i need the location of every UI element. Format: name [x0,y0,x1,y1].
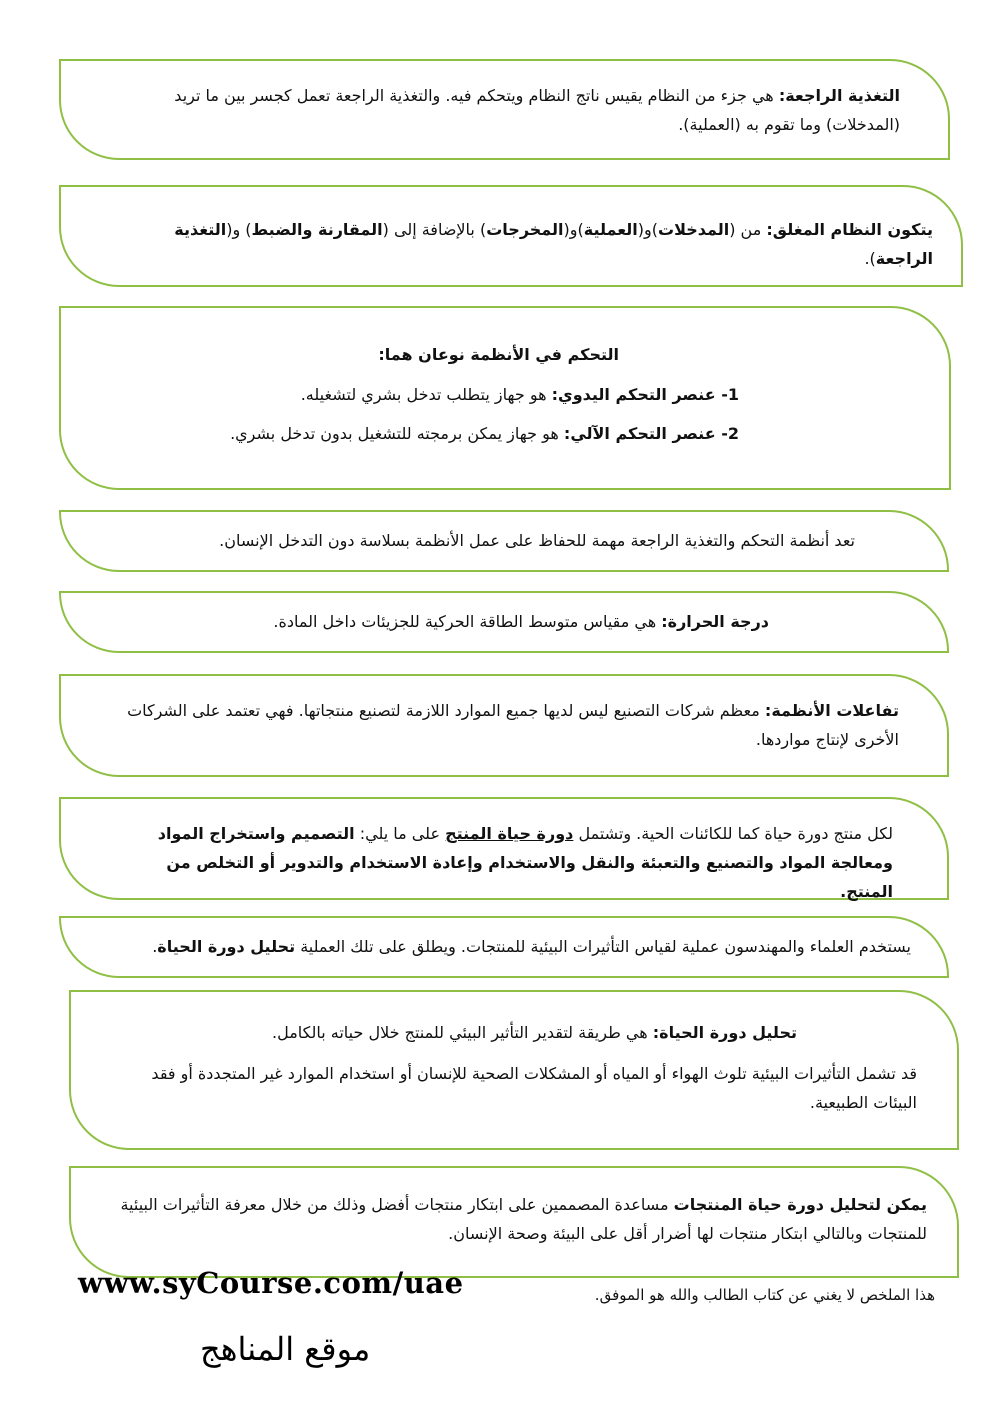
lca-process-box [59,916,949,978]
system-interactions-text: تفاعلات الأنظمة: معظم شركات التصنيع ليس لديها جميع الموارد اللازمة لتصنيع منتجاتها. فهي تعتمد على الشركات الأخرى لإنتاج مواردها. [127,701,899,749]
website-url[interactable]: www.syCourse.com/uae [78,1266,464,1300]
automatic-control-item: 2- عنصر التحكم الآلي: هو جهاز يمكن برمجته للتشغيل بدون تدخل بشري. [230,424,739,443]
control-types-heading: التحكم في الأنظمة نوعان هما: [378,345,619,364]
lca-process-text: يستخدم العلماء والمهندسون عملية لقياس التأثيرات البيئية للمنتجات. ويطلق على تلك العملية تحليل دورة الحياة. [152,937,911,956]
feedback-definition: التغذية الراجعة: هي جزء من النظام يقيس ناتج النظام ويتحكم فيه. والتغذية الراجعة تعمل كجسر بين ما تريد (المدخلات) وما تقوم به (العملية). [174,86,900,134]
product-lifecycle-text: لكل منتج دورة حياة كما للكائنات الحية. وتشتمل دورة حياة المنتج على ما يلي: التصميم واستخراج المواد ومعالجة المواد والتصنيع والتعبئة والنقل والاستخدام وإعادة الاستخدام والتدوير أو التخلص من المنتج. [157,824,893,901]
control-importance-box [59,510,949,572]
closed-system-box [59,185,963,287]
temperature-definition: درجة الحرارة: هي مقياس متوسط الطاقة الحركية للجزيئات داخل المادة. [273,612,769,631]
system-interactions-box [59,674,949,777]
lca-definition-box [69,990,959,1150]
lca-benefits-box [69,1166,959,1278]
lca-impacts: قد تشمل التأثيرات البيئية تلوث الهواء أو المياه أو المشكلات الصحية للإنسان أو استخدام الموارد غير المتجددة أو فقد البيئات الطبيعية. [151,1064,917,1112]
lca-definition: تحليل دورة الحياة: هي طريقة لتقدير التأثير البيئي للمنتج خلال حياته بالكامل. [271,1023,797,1042]
summary-disclaimer: هذا الملخص لا يغني عن كتاب الطالب والله هو الموفق. [594,1286,935,1304]
feedback-definition-box [59,59,950,160]
term: التغذية الراجعة: [778,86,900,105]
control-types-box [59,306,951,490]
site-name: موقع المناهج [200,1330,371,1368]
product-lifecycle-box [59,797,949,900]
lca-benefits-text: يمكن لتحليل دورة حياة المنتجات مساعدة المصممين على ابتكار منتجات أفضل وذلك من خلال معرفة التأثيرات البيئية للمنتجات وبالتالي ابتكار منتجات لها أضرار أقل على البيئة وصحة الإنسان. [120,1195,927,1243]
control-importance-text: تعد أنظمة التحكم والتغذية الراجعة مهمة للحفاظ على عمل الأنظمة بسلاسة دون التدخل الإنسان. [219,531,855,550]
temperature-box [59,591,949,653]
manual-control-item: 1- عنصر التحكم اليدوي: هو جهاز يتطلب تدخل بشري لتشغيله. [300,385,739,404]
closed-system-text: يتكون النظام المغلق: من (المدخلات)و(العملية)و(المخرجات) بالإضافة إلى (المقارنة والضبط) و(التغذية الراجعة). [174,220,933,268]
